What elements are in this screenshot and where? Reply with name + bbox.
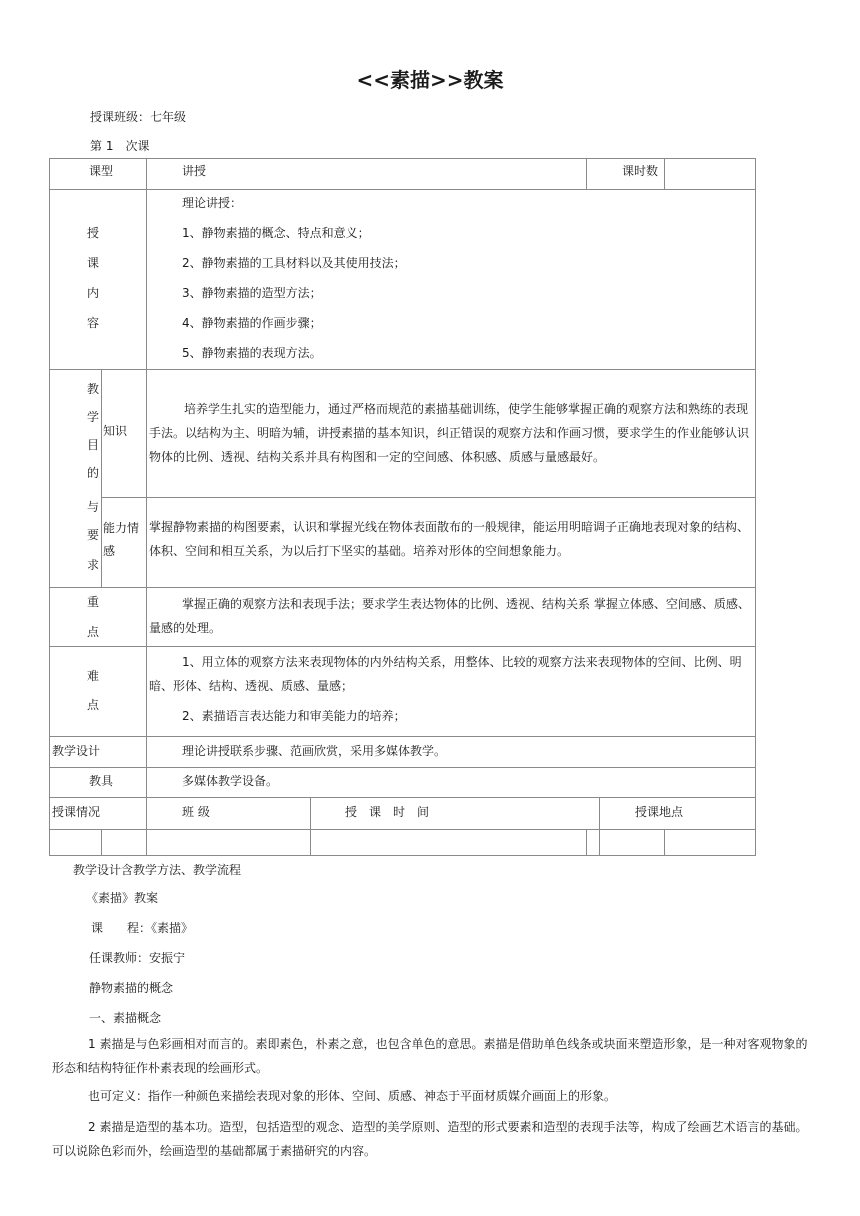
rule xyxy=(101,497,755,498)
rule xyxy=(49,767,755,768)
content-line: 4、静物素描的作画步骤； xyxy=(182,316,322,330)
key-text: 掌握正确的观察方法和表现手法；要求学生表达物体的比例、透视、结构关系 掌握立体感、空间感、质感、量感的处理。 xyxy=(149,597,750,635)
type-label: 课型 xyxy=(89,164,114,178)
goal-label: 学 xyxy=(86,410,99,424)
design-note: 教学设计含教学方法、教学流程 xyxy=(73,863,242,877)
class-col-header: 班 级 xyxy=(182,805,210,819)
plan-title: 《素描》教案 xyxy=(86,891,159,905)
rule xyxy=(49,829,755,830)
col-rule xyxy=(101,829,102,856)
session-line: 第 1 次课 xyxy=(90,139,150,153)
rule xyxy=(49,587,755,588)
diff-text-1: 1、用立体的观察方法来表现物体的内外结构关系，用整体、比较的观察方法来表现物体的空间、比例、明暗、形体、结构、透视、质感、量感； xyxy=(149,655,742,693)
teacher-line: 任课教师：安振宁 xyxy=(89,951,186,965)
place-col-header: 授课地点 xyxy=(635,805,684,819)
rule-bottom xyxy=(49,855,755,856)
goal-label: 教 xyxy=(86,382,99,396)
knowledge-label: 知识 xyxy=(103,424,128,438)
tools-text: 多媒体教学设备。 xyxy=(182,774,279,788)
col-rule xyxy=(586,829,587,856)
rule xyxy=(49,369,755,370)
knowledge-text: 培养学生扎实的造型能力，通过严格而规范的素描基础训练，使学生能够掌握正确的观察方法和熟练的表现手法。以结构为主、明暗为辅，讲授素描的基本知识，纠正错误的观察方法和作画习惯，要求学生的作业能够认识物体的比例、透视、结构关系并具有构图和一定的空间感、体积感、质感与量感最好。 xyxy=(149,402,750,464)
content-label-2: 课 xyxy=(86,256,99,270)
rule-right xyxy=(755,158,756,856)
goal-label: 求 xyxy=(86,558,99,572)
content-line: 1、静物素描的概念、特点和意义； xyxy=(182,226,370,240)
design-label: 教学设计 xyxy=(52,744,101,758)
diff-label-1: 难 xyxy=(86,669,99,683)
type-value: 讲授 xyxy=(182,164,207,178)
ability-label-2: 感 xyxy=(103,544,116,558)
section-heading: 一、素描概念 xyxy=(89,1011,162,1025)
key-label-2: 点 xyxy=(86,625,99,639)
content-line: 理论讲授： xyxy=(182,196,243,210)
col-rule xyxy=(599,797,600,856)
rule xyxy=(49,736,755,737)
col-rule xyxy=(664,829,665,856)
content-line: 5、静物素描的表现方法。 xyxy=(182,346,322,360)
col-rule xyxy=(310,797,311,856)
class-line: 授课班级：七年级 xyxy=(90,110,187,124)
goal-label: 与 xyxy=(86,500,99,514)
paragraph: 也可定义：指作一种颜色来描绘表现对象的形体、空间、质感、神态于平面材质媒介画面上的形象。 xyxy=(88,1089,617,1103)
content-label-4: 容 xyxy=(86,316,99,330)
diff-label-2: 点 xyxy=(86,698,99,712)
content-line: 3、静物素描的造型方法； xyxy=(182,286,322,300)
col-rule xyxy=(664,158,665,189)
ability-text: 掌握静物素描的构图要素，认识和掌握光线在物体表面散布的一般规律，能运用明暗调子正确地表现对象的结构、体积、空间和相互关系，为以后打下坚实的基础。培养对形体的空间想象能力。 xyxy=(149,520,750,558)
content-label-3: 内 xyxy=(86,286,99,300)
rule xyxy=(49,646,755,647)
rule xyxy=(49,797,755,798)
tools-label: 教具 xyxy=(89,774,114,788)
rule-top xyxy=(49,158,755,159)
diff-text-2: 2、素描语言表达能力和审美能力的培养； xyxy=(182,709,406,723)
goal-label: 的 xyxy=(86,466,99,480)
course-line: 课 程：《素描》 xyxy=(91,921,194,935)
col-rule xyxy=(146,158,147,856)
paragraph: 2 素描是造型的基本功。造型，包括造型的观念、造型的美学原则、造型的形式要素和造型的表现手法等，构成了绘画艺术语言的基础。可以说除色彩而外，绘画造型的基础都属于素描研究的内容。 xyxy=(52,1120,808,1158)
concept-title: 静物素描的概念 xyxy=(89,981,174,995)
paragraph: 1 素描是与色彩画相对而言的。素即素色，朴素之意，也包含单色的意思。素描是借助单色线条或块面来塑造形象，是一种对客观物象的形态和结构特征作朴素表现的绘画形式。 xyxy=(52,1037,808,1075)
rule-left xyxy=(49,158,50,856)
content-label-1: 授 xyxy=(86,226,99,240)
page-title: <<素描>>教案 xyxy=(356,68,504,92)
rule xyxy=(49,189,755,190)
ability-label-1: 能力情 xyxy=(103,521,140,535)
design-text: 理论讲授联系步骤、范画欣赏，采用多媒体教学。 xyxy=(182,744,447,758)
time-col-header: 授 课 时 间 xyxy=(345,805,430,819)
content-line: 2、静物素描的工具材料以及其使用技法； xyxy=(182,256,406,270)
key-label-1: 重 xyxy=(86,595,99,609)
goal-label: 要 xyxy=(86,528,99,542)
goal-label: 目 xyxy=(86,438,99,452)
col-rule xyxy=(586,158,587,189)
status-label: 授课情况 xyxy=(52,805,101,819)
hours-label: 课时数 xyxy=(622,164,659,178)
lesson-table xyxy=(49,158,755,856)
